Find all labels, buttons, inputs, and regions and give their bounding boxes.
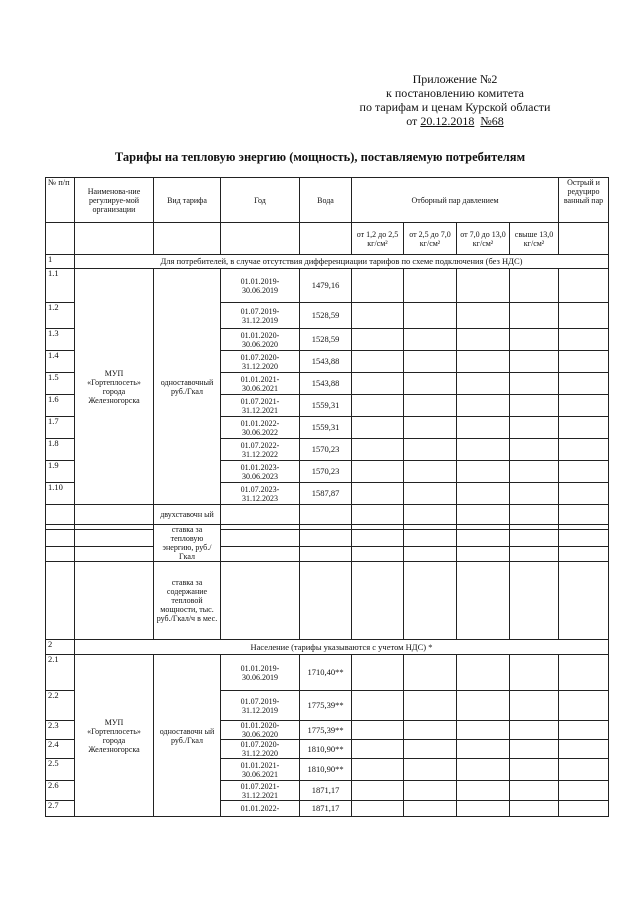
water-tariff: 1559,31 [300, 417, 352, 439]
row-number: 2.7 [46, 801, 75, 817]
col-header-sharp-steam: Острый и редуциро ванный пар [559, 178, 609, 223]
row-number: 2.2 [46, 691, 75, 721]
period: 01.01.2021-30.06.2021 [221, 759, 300, 781]
section-number: 2 [46, 640, 75, 655]
period: 01.07.2019-31.12.2019 [221, 691, 300, 721]
row-number: 1.2 [46, 303, 75, 329]
water-tariff: 1543,88 [300, 373, 352, 395]
period: 01.07.2021-31.12.2021 [221, 395, 300, 417]
capacity-rate-row [46, 562, 609, 640]
period: 01.01.2022-30.06.2022 [221, 417, 300, 439]
period: 01.07.2020-31.12.2020 [221, 351, 300, 373]
col-header-water: Вода [300, 178, 352, 223]
table-row [46, 655, 609, 691]
section-label: Для потребителей, в случае отсутствия дифференциации тарифов по схеме подключения (без НДС) [75, 255, 609, 269]
water-tariff: 1810,90** [300, 740, 352, 759]
water-tariff: 1710,40** [300, 655, 352, 691]
tariff-kind: одноставочн ый руб./Гкал [154, 655, 221, 817]
period: 01.07.2022-31.12.2022 [221, 439, 300, 461]
row-number: 1.1 [46, 269, 75, 303]
appendix-line-3: по тарифам и ценам Курской области [359, 100, 551, 114]
row-number: 2.6 [46, 781, 75, 801]
table-row [46, 269, 609, 303]
period: 01.01.2019-30.06.2019 [221, 269, 300, 303]
resolution-date: 20.12.2018 [420, 114, 475, 128]
section-2 [46, 640, 609, 817]
row-number: 2.4 [46, 740, 75, 759]
row-number: 2.3 [46, 721, 75, 740]
section-1 [46, 255, 609, 640]
row-number: 1.8 [46, 439, 75, 461]
col-header-org: Наименова-ние регулируе-мой организации [75, 178, 154, 223]
col-header-steam-4: свыше 13,0 кг/см² [510, 223, 559, 255]
water-tariff: 1810,90** [300, 759, 352, 781]
row-number: 1.9 [46, 461, 75, 483]
water-tariff: 1775,39** [300, 691, 352, 721]
appendix-header [340, 72, 570, 128]
appendix-line-1: Приложение №2 [412, 72, 498, 86]
period: 01.01.2022- [221, 801, 300, 817]
col-header-steam-3: от 7,0 до 13,0 кг/см² [457, 223, 510, 255]
date-prefix: от [406, 114, 421, 128]
water-tariff: 1570,23 [300, 461, 352, 483]
col-header-year: Год [221, 178, 300, 223]
col-header-steam-2: от 2,5 до 7,0 кг/см² [404, 223, 457, 255]
period: 01.01.2020-30.06.2020 [221, 721, 300, 740]
row-number: 2.1 [46, 655, 75, 691]
resolution-number: №68 [480, 114, 504, 128]
section-label: Население (тарифы указываются с учетом НДС) * [75, 640, 609, 655]
period: 01.01.2019-30.06.2019 [221, 655, 300, 691]
table-header [46, 178, 609, 255]
water-tariff: 1871,17 [300, 801, 352, 817]
row-number: 1.3 [46, 329, 75, 351]
col-header-num: № п/п [46, 178, 75, 223]
col-header-steam: Отборный пар давлением [352, 178, 559, 223]
period: 01.07.2021-31.12.2021 [221, 781, 300, 801]
col-header-steam-1: от 1,2 до 2,5 кг/см² [352, 223, 404, 255]
water-tariff: 1570,23 [300, 439, 352, 461]
tariff-table [45, 177, 609, 817]
row-number: 1.5 [46, 373, 75, 395]
organization-name: МУП «Гортеплосеть» города Железногорска [75, 655, 154, 817]
appendix-line-4 [340, 114, 570, 128]
water-tariff: 1871,17 [300, 781, 352, 801]
water-tariff: 1543,88 [300, 351, 352, 373]
water-tariff: 1775,39** [300, 721, 352, 740]
organization-name: МУП «Гортеплосеть» города Железногорска [75, 269, 154, 505]
section-row [46, 255, 609, 269]
water-tariff: 1479,16 [300, 269, 352, 303]
period: 01.07.2023-31.12.2023 [221, 483, 300, 505]
water-tariff: 1528,59 [300, 329, 352, 351]
section-row [46, 640, 609, 655]
water-tariff: 1559,31 [300, 395, 352, 417]
period: 01.07.2019-31.12.2019 [221, 303, 300, 329]
energy-rate-label: ставка за тепловую энергию, руб./Гкал [154, 525, 221, 562]
two-rate-label: двухставочн ый [154, 505, 221, 525]
tariff-kind: одноставочный руб./Гкал [154, 269, 221, 505]
col-header-kind: Вид тарифа [154, 178, 221, 223]
row-number: 1.6 [46, 395, 75, 417]
water-tariff: 1528,59 [300, 303, 352, 329]
period: 01.01.2023-30.06.2023 [221, 461, 300, 483]
water-tariff: 1587,87 [300, 483, 352, 505]
row-number: 2.5 [46, 759, 75, 781]
two-rate-row [46, 505, 609, 525]
period: 01.01.2020-30.06.2020 [221, 329, 300, 351]
appendix-line-2: к постановлению комитета [386, 86, 524, 100]
period: 01.01.2021-30.06.2021 [221, 373, 300, 395]
capacity-rate-label: ставка за содержание тепловой мощности, тыс. руб./Гкал/ч в мес. [154, 562, 221, 640]
row-number: 1.7 [46, 417, 75, 439]
row-number: 1.4 [46, 351, 75, 373]
section-number: 1 [46, 255, 75, 269]
period: 01.07.2020-31.12.2020 [221, 740, 300, 759]
row-number: 1.10 [46, 483, 75, 505]
document-title: Тарифы на тепловую энергию (мощность), поставляемую потребителям [114, 150, 526, 164]
